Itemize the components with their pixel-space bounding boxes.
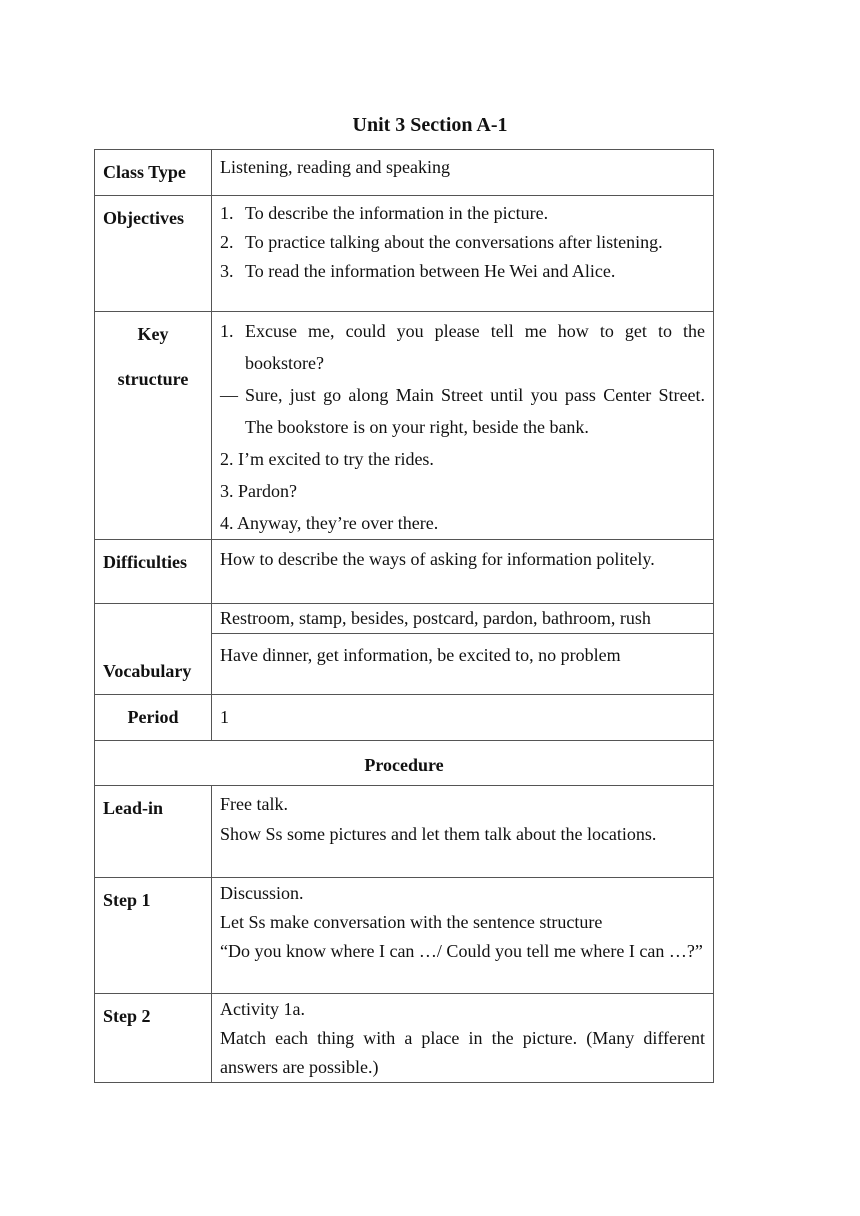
row-objectives	[95, 196, 714, 312]
row-step-2	[95, 994, 714, 1083]
objective-item: 3. To read the information between He Wei and Alice.	[220, 261, 616, 281]
row-vocabulary-words	[95, 604, 714, 634]
structure-item-1: 1. Excuse me, could you please tell me how to get to the bookstore?	[220, 321, 705, 373]
procedure-heading: Procedure	[95, 741, 714, 786]
step-1-label: Step 1	[95, 878, 212, 994]
structure-item-4: 4. Anyway, they’re over there.	[220, 513, 439, 533]
step-1-content: Discussion. Let Ss make conversation with the sentence structure “Do you know where I can …/ Could you tell me where I can …?”	[212, 878, 714, 994]
lead-in-label: Lead-in	[95, 786, 212, 878]
vocabulary-label: Vocabulary	[95, 604, 212, 695]
difficulties-label: Difficulties	[95, 540, 212, 604]
class-type-value: Listening, reading and speaking	[212, 150, 714, 196]
document-title: Unit 3 Section A-1	[352, 114, 508, 136]
row-key-structure	[95, 312, 714, 540]
period-value: 1	[212, 695, 714, 741]
row-procedure	[95, 741, 714, 786]
key-structure-content	[212, 312, 714, 540]
row-difficulties	[95, 540, 714, 604]
structure-reply: — Sure, just go along Main Street until you pass Center Street. The bookstore is on your right, beside the bank.	[220, 385, 705, 437]
objectives-list	[212, 196, 714, 312]
vocabulary-phrases: Have dinner, get information, be excited to, no problem	[212, 634, 714, 695]
vocabulary-words: Restroom, stamp, besides, postcard, pardon, bathroom, rush	[212, 604, 714, 634]
row-class-type	[95, 150, 714, 196]
row-step-1	[95, 878, 714, 994]
lead-in-content: Free talk. Show Ss some pictures and let them talk about the locations.	[212, 786, 714, 878]
class-type-label: Class Type	[95, 150, 212, 196]
lesson-plan-table	[94, 149, 714, 1083]
structure-item-2: 2. I’m excited to try the rides.	[220, 449, 434, 469]
row-period	[95, 695, 714, 741]
difficulties-value: How to describe the ways of asking for information politely.	[212, 540, 714, 604]
row-lead-in	[95, 786, 714, 878]
objective-item: 1. To describe the information in the picture.	[220, 203, 549, 223]
objective-item: 2. To practice talking about the conversations after listening.	[220, 232, 663, 252]
step-2-content: Activity 1a. Match each thing with a place in the picture. (Many different answers are possible.)	[212, 994, 714, 1083]
period-label: Period	[95, 695, 212, 741]
step-2-label: Step 2	[95, 994, 212, 1083]
key-structure-label: Key structure	[95, 312, 212, 540]
structure-item-3: 3. Pardon?	[220, 481, 297, 501]
objectives-label: Objectives	[95, 196, 212, 312]
